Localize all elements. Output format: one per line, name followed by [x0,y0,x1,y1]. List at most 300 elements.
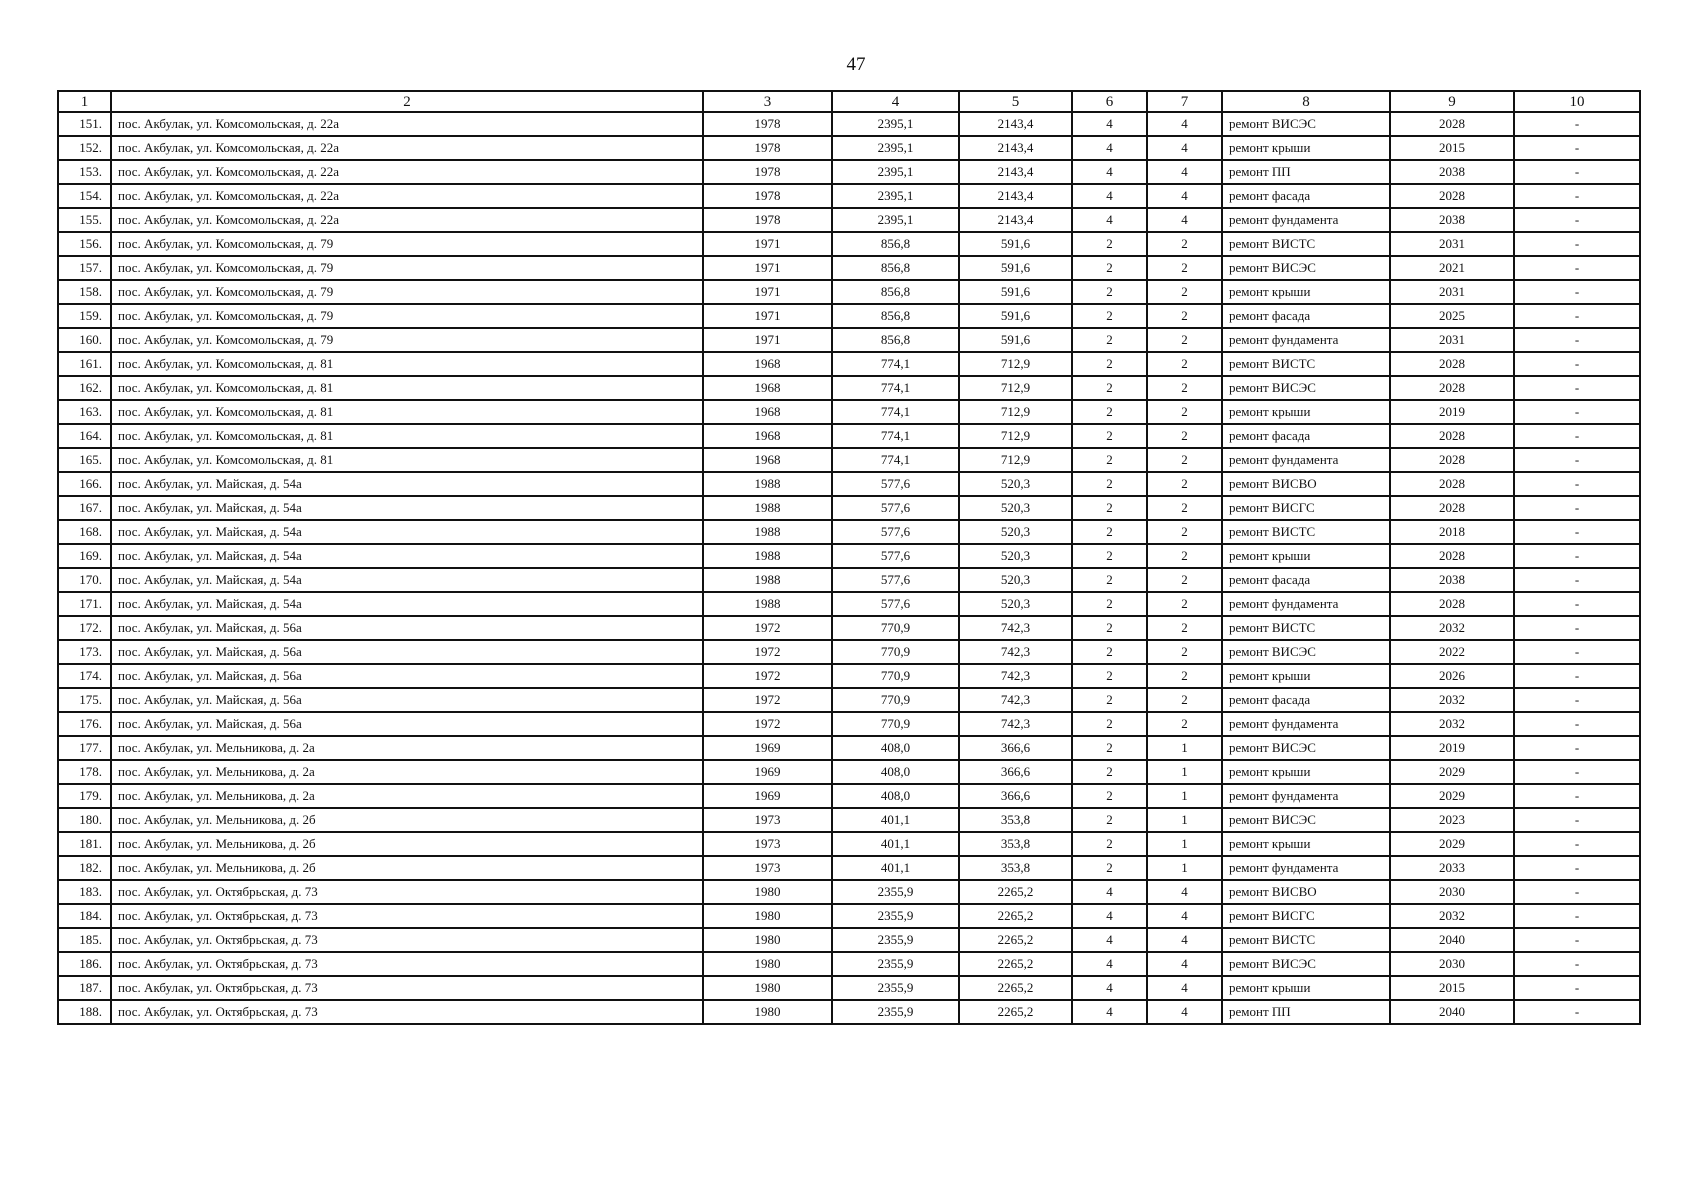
note-cell: - [1514,736,1640,760]
column-header: 8 [1222,91,1390,112]
year-built-cell: 1971 [703,232,832,256]
planned-year-cell: 2015 [1390,136,1514,160]
total-area-cell: 577,6 [832,520,959,544]
entrances-cell: 2 [1147,688,1222,712]
table-row [58,952,1640,976]
planned-year-cell: 2031 [1390,232,1514,256]
year-built-cell: 1968 [703,448,832,472]
year-built-cell: 1972 [703,664,832,688]
living-area-cell: 2265,2 [959,1000,1072,1024]
address-cell: пос. Акбулак, ул. Майская, д. 56а [111,616,703,640]
note-cell: - [1514,520,1640,544]
planned-year-cell: 2028 [1390,472,1514,496]
note-cell: - [1514,784,1640,808]
entrances-cell: 2 [1147,400,1222,424]
floors-cell: 2 [1072,448,1147,472]
note-cell: - [1514,640,1640,664]
table-row [58,904,1640,928]
living-area-cell: 591,6 [959,256,1072,280]
address-cell: пос. Акбулак, ул. Майская, д. 54а [111,496,703,520]
address-cell: пос. Акбулак, ул. Комсомольская, д. 81 [111,400,703,424]
address-cell: пос. Акбулак, ул. Октябрьская, д. 73 [111,904,703,928]
entrances-cell: 2 [1147,664,1222,688]
table-row [58,160,1640,184]
entrances-cell: 4 [1147,976,1222,1000]
address-cell: пос. Акбулак, ул. Октябрьская, д. 73 [111,976,703,1000]
work-type-cell: ремонт фасада [1222,184,1390,208]
floors-cell: 4 [1072,136,1147,160]
row-number: 156. [58,232,111,256]
total-area-cell: 401,1 [832,856,959,880]
table-row [58,640,1640,664]
row-number: 157. [58,256,111,280]
living-area-cell: 712,9 [959,376,1072,400]
total-area-cell: 2395,1 [832,112,959,136]
row-number: 180. [58,808,111,832]
row-number: 185. [58,928,111,952]
address-cell: пос. Акбулак, ул. Майская, д. 54а [111,472,703,496]
note-cell: - [1514,256,1640,280]
row-number: 153. [58,160,111,184]
floors-cell: 2 [1072,280,1147,304]
planned-year-cell: 2032 [1390,712,1514,736]
entrances-cell: 4 [1147,904,1222,928]
living-area-cell: 742,3 [959,712,1072,736]
entrances-cell: 4 [1147,208,1222,232]
table-row [58,784,1640,808]
living-area-cell: 520,3 [959,568,1072,592]
row-number: 181. [58,832,111,856]
address-cell: пос. Акбулак, ул. Комсомольская, д. 81 [111,448,703,472]
planned-year-cell: 2030 [1390,952,1514,976]
entrances-cell: 2 [1147,304,1222,328]
row-number: 176. [58,712,111,736]
year-built-cell: 1969 [703,784,832,808]
planned-year-cell: 2028 [1390,424,1514,448]
planned-year-cell: 2015 [1390,976,1514,1000]
work-type-cell: ремонт ВИСЭС [1222,376,1390,400]
entrances-cell: 4 [1147,1000,1222,1024]
entrances-cell: 4 [1147,136,1222,160]
work-type-cell: ремонт фундамента [1222,784,1390,808]
table-row [58,376,1640,400]
note-cell: - [1514,232,1640,256]
row-number: 166. [58,472,111,496]
living-area-cell: 742,3 [959,616,1072,640]
work-type-cell: ремонт фундамента [1222,592,1390,616]
address-cell: пос. Акбулак, ул. Комсомольская, д. 22а [111,184,703,208]
row-number: 179. [58,784,111,808]
note-cell: - [1514,472,1640,496]
living-area-cell: 353,8 [959,856,1072,880]
living-area-cell: 712,9 [959,352,1072,376]
floors-cell: 2 [1072,832,1147,856]
entrances-cell: 2 [1147,352,1222,376]
entrances-cell: 4 [1147,112,1222,136]
floors-cell: 2 [1072,232,1147,256]
planned-year-cell: 2026 [1390,664,1514,688]
year-built-cell: 1968 [703,400,832,424]
address-cell: пос. Акбулак, ул. Мельникова, д. 2б [111,856,703,880]
table-row [58,856,1640,880]
note-cell: - [1514,496,1640,520]
total-area-cell: 577,6 [832,472,959,496]
table-row [58,520,1640,544]
total-area-cell: 2395,1 [832,160,959,184]
note-cell: - [1514,904,1640,928]
entrances-cell: 2 [1147,712,1222,736]
entrances-cell: 2 [1147,448,1222,472]
row-number: 168. [58,520,111,544]
column-header: 5 [959,91,1072,112]
living-area-cell: 2265,2 [959,904,1072,928]
address-cell: пос. Акбулак, ул. Комсомольская, д. 22а [111,136,703,160]
floors-cell: 2 [1072,472,1147,496]
table-row [58,736,1640,760]
year-built-cell: 1978 [703,112,832,136]
work-type-cell: ремонт фасада [1222,304,1390,328]
total-area-cell: 856,8 [832,328,959,352]
note-cell: - [1514,544,1640,568]
address-cell: пос. Акбулак, ул. Октябрьская, д. 73 [111,1000,703,1024]
year-built-cell: 1988 [703,520,832,544]
planned-year-cell: 2038 [1390,568,1514,592]
floors-cell: 2 [1072,856,1147,880]
work-type-cell: ремонт ВИСЭС [1222,808,1390,832]
planned-year-cell: 2019 [1390,736,1514,760]
table-row [58,760,1640,784]
living-area-cell: 712,9 [959,400,1072,424]
row-number: 167. [58,496,111,520]
total-area-cell: 2355,9 [832,880,959,904]
work-type-cell: ремонт ВИСЭС [1222,256,1390,280]
floors-cell: 2 [1072,784,1147,808]
work-type-cell: ремонт крыши [1222,136,1390,160]
table-row [58,832,1640,856]
planned-year-cell: 2029 [1390,784,1514,808]
work-type-cell: ремонт фасада [1222,568,1390,592]
address-cell: пос. Акбулак, ул. Комсомольская, д. 22а [111,208,703,232]
row-number: 161. [58,352,111,376]
planned-year-cell: 2029 [1390,760,1514,784]
repair-schedule-table [57,90,1641,1025]
year-built-cell: 1980 [703,880,832,904]
entrances-cell: 2 [1147,496,1222,520]
living-area-cell: 591,6 [959,232,1072,256]
note-cell: - [1514,688,1640,712]
planned-year-cell: 2028 [1390,496,1514,520]
table-row [58,136,1640,160]
total-area-cell: 774,1 [832,400,959,424]
row-number: 169. [58,544,111,568]
address-cell: пос. Акбулак, ул. Комсомольская, д. 22а [111,160,703,184]
row-number: 184. [58,904,111,928]
planned-year-cell: 2030 [1390,880,1514,904]
table-row [58,592,1640,616]
year-built-cell: 1980 [703,1000,832,1024]
row-number: 175. [58,688,111,712]
row-number: 177. [58,736,111,760]
address-cell: пос. Акбулак, ул. Октябрьская, д. 73 [111,952,703,976]
living-area-cell: 2143,4 [959,184,1072,208]
total-area-cell: 856,8 [832,280,959,304]
living-area-cell: 520,3 [959,472,1072,496]
work-type-cell: ремонт ВИСТС [1222,352,1390,376]
year-built-cell: 1988 [703,472,832,496]
living-area-cell: 353,8 [959,832,1072,856]
living-area-cell: 520,3 [959,496,1072,520]
total-area-cell: 856,8 [832,232,959,256]
floors-cell: 2 [1072,640,1147,664]
floors-cell: 2 [1072,496,1147,520]
total-area-cell: 401,1 [832,832,959,856]
total-area-cell: 408,0 [832,784,959,808]
planned-year-cell: 2032 [1390,688,1514,712]
work-type-cell: ремонт ВИСТС [1222,616,1390,640]
address-cell: пос. Акбулак, ул. Комсомольская, д. 79 [111,256,703,280]
floors-cell: 2 [1072,328,1147,352]
note-cell: - [1514,1000,1640,1024]
year-built-cell: 1978 [703,136,832,160]
living-area-cell: 366,6 [959,736,1072,760]
row-number: 162. [58,376,111,400]
entrances-cell: 4 [1147,184,1222,208]
floors-cell: 2 [1072,304,1147,328]
address-cell: пос. Акбулак, ул. Мельникова, д. 2б [111,832,703,856]
address-cell: пос. Акбулак, ул. Октябрьская, д. 73 [111,880,703,904]
planned-year-cell: 2019 [1390,400,1514,424]
note-cell: - [1514,712,1640,736]
note-cell: - [1514,280,1640,304]
living-area-cell: 2143,4 [959,112,1072,136]
floors-cell: 2 [1072,544,1147,568]
total-area-cell: 577,6 [832,592,959,616]
year-built-cell: 1988 [703,592,832,616]
floors-cell: 4 [1072,184,1147,208]
year-built-cell: 1969 [703,760,832,784]
total-area-cell: 770,9 [832,640,959,664]
work-type-cell: ремонт ВИСТС [1222,232,1390,256]
row-number: 172. [58,616,111,640]
entrances-cell: 1 [1147,808,1222,832]
total-area-cell: 770,9 [832,664,959,688]
floors-cell: 2 [1072,808,1147,832]
row-number: 152. [58,136,111,160]
note-cell: - [1514,352,1640,376]
work-type-cell: ремонт крыши [1222,976,1390,1000]
year-built-cell: 1969 [703,736,832,760]
living-area-cell: 520,3 [959,592,1072,616]
entrances-cell: 2 [1147,616,1222,640]
living-area-cell: 366,6 [959,760,1072,784]
floors-cell: 2 [1072,568,1147,592]
note-cell: - [1514,664,1640,688]
table-row [58,400,1640,424]
year-built-cell: 1980 [703,952,832,976]
row-number: 160. [58,328,111,352]
note-cell: - [1514,976,1640,1000]
table-row [58,664,1640,688]
year-built-cell: 1971 [703,256,832,280]
row-number: 182. [58,856,111,880]
row-number: 155. [58,208,111,232]
address-cell: пос. Акбулак, ул. Октябрьская, д. 73 [111,928,703,952]
row-number: 151. [58,112,111,136]
address-cell: пос. Акбулак, ул. Мельникова, д. 2а [111,760,703,784]
year-built-cell: 1988 [703,568,832,592]
row-number: 188. [58,1000,111,1024]
floors-cell: 4 [1072,160,1147,184]
work-type-cell: ремонт ВИСЭС [1222,112,1390,136]
address-cell: пос. Акбулак, ул. Майская, д. 56а [111,712,703,736]
entrances-cell: 2 [1147,544,1222,568]
floors-cell: 4 [1072,112,1147,136]
table-row [58,304,1640,328]
entrances-cell: 1 [1147,832,1222,856]
planned-year-cell: 2021 [1390,256,1514,280]
living-area-cell: 2143,4 [959,160,1072,184]
work-type-cell: ремонт ВИСГС [1222,496,1390,520]
total-area-cell: 2355,9 [832,928,959,952]
note-cell: - [1514,880,1640,904]
table-row [58,880,1640,904]
floors-cell: 2 [1072,400,1147,424]
year-built-cell: 1968 [703,352,832,376]
table-row [58,1000,1640,1024]
note-cell: - [1514,616,1640,640]
note-cell: - [1514,136,1640,160]
table-row [58,352,1640,376]
year-built-cell: 1988 [703,496,832,520]
column-header: 1 [58,91,111,112]
note-cell: - [1514,928,1640,952]
living-area-cell: 353,8 [959,808,1072,832]
table-row [58,712,1640,736]
year-built-cell: 1972 [703,640,832,664]
living-area-cell: 2265,2 [959,976,1072,1000]
total-area-cell: 774,1 [832,448,959,472]
note-cell: - [1514,208,1640,232]
planned-year-cell: 2028 [1390,184,1514,208]
work-type-cell: ремонт фасада [1222,424,1390,448]
work-type-cell: ремонт ВИСТС [1222,928,1390,952]
note-cell: - [1514,160,1640,184]
year-built-cell: 1980 [703,904,832,928]
total-area-cell: 408,0 [832,736,959,760]
row-number: 158. [58,280,111,304]
year-built-cell: 1971 [703,304,832,328]
total-area-cell: 577,6 [832,496,959,520]
entrances-cell: 4 [1147,880,1222,904]
work-type-cell: ремонт ВИСЭС [1222,736,1390,760]
work-type-cell: ремонт фундамента [1222,856,1390,880]
table-row [58,256,1640,280]
note-cell: - [1514,376,1640,400]
total-area-cell: 577,6 [832,544,959,568]
living-area-cell: 2265,2 [959,880,1072,904]
row-number: 165. [58,448,111,472]
floors-cell: 4 [1072,976,1147,1000]
note-cell: - [1514,808,1640,832]
year-built-cell: 1978 [703,184,832,208]
floors-cell: 2 [1072,736,1147,760]
planned-year-cell: 2018 [1390,520,1514,544]
table-row [58,928,1640,952]
total-area-cell: 2395,1 [832,208,959,232]
row-number: 163. [58,400,111,424]
work-type-cell: ремонт ВИСВО [1222,880,1390,904]
row-number: 164. [58,424,111,448]
floors-cell: 2 [1072,616,1147,640]
total-area-cell: 408,0 [832,760,959,784]
work-type-cell: ремонт крыши [1222,760,1390,784]
note-cell: - [1514,424,1640,448]
table-row [58,544,1640,568]
entrances-cell: 2 [1147,424,1222,448]
row-number: 178. [58,760,111,784]
work-type-cell: ремонт крыши [1222,400,1390,424]
note-cell: - [1514,184,1640,208]
entrances-cell: 2 [1147,376,1222,400]
planned-year-cell: 2032 [1390,904,1514,928]
entrances-cell: 4 [1147,160,1222,184]
row-number: 171. [58,592,111,616]
row-number: 173. [58,640,111,664]
address-cell: пос. Акбулак, ул. Комсомольская, д. 79 [111,304,703,328]
living-area-cell: 591,6 [959,304,1072,328]
floors-cell: 2 [1072,376,1147,400]
living-area-cell: 712,9 [959,424,1072,448]
address-cell: пос. Акбулак, ул. Майская, д. 56а [111,664,703,688]
floors-cell: 2 [1072,352,1147,376]
year-built-cell: 1972 [703,712,832,736]
entrances-cell: 2 [1147,592,1222,616]
entrances-cell: 1 [1147,784,1222,808]
floors-cell: 2 [1072,688,1147,712]
total-area-cell: 856,8 [832,304,959,328]
total-area-cell: 2395,1 [832,184,959,208]
row-number: 174. [58,664,111,688]
year-built-cell: 1971 [703,328,832,352]
address-cell: пос. Акбулак, ул. Майская, д. 54а [111,592,703,616]
table-row [58,208,1640,232]
entrances-cell: 2 [1147,472,1222,496]
year-built-cell: 1972 [703,616,832,640]
planned-year-cell: 2028 [1390,544,1514,568]
floors-cell: 2 [1072,424,1147,448]
living-area-cell: 2265,2 [959,928,1072,952]
planned-year-cell: 2028 [1390,592,1514,616]
year-built-cell: 1978 [703,208,832,232]
note-cell: - [1514,592,1640,616]
planned-year-cell: 2028 [1390,352,1514,376]
address-cell: пос. Акбулак, ул. Мельникова, д. 2а [111,736,703,760]
total-area-cell: 577,6 [832,568,959,592]
column-header: 10 [1514,91,1640,112]
year-built-cell: 1978 [703,160,832,184]
entrances-cell: 1 [1147,760,1222,784]
planned-year-cell: 2040 [1390,1000,1514,1024]
work-type-cell: ремонт ВИСВО [1222,472,1390,496]
floors-cell: 4 [1072,880,1147,904]
year-built-cell: 1972 [703,688,832,712]
total-area-cell: 401,1 [832,808,959,832]
address-cell: пос. Акбулак, ул. Майская, д. 54а [111,544,703,568]
table-row [58,808,1640,832]
total-area-cell: 2355,9 [832,976,959,1000]
page-number: 47 [846,54,866,75]
floors-cell: 2 [1072,592,1147,616]
